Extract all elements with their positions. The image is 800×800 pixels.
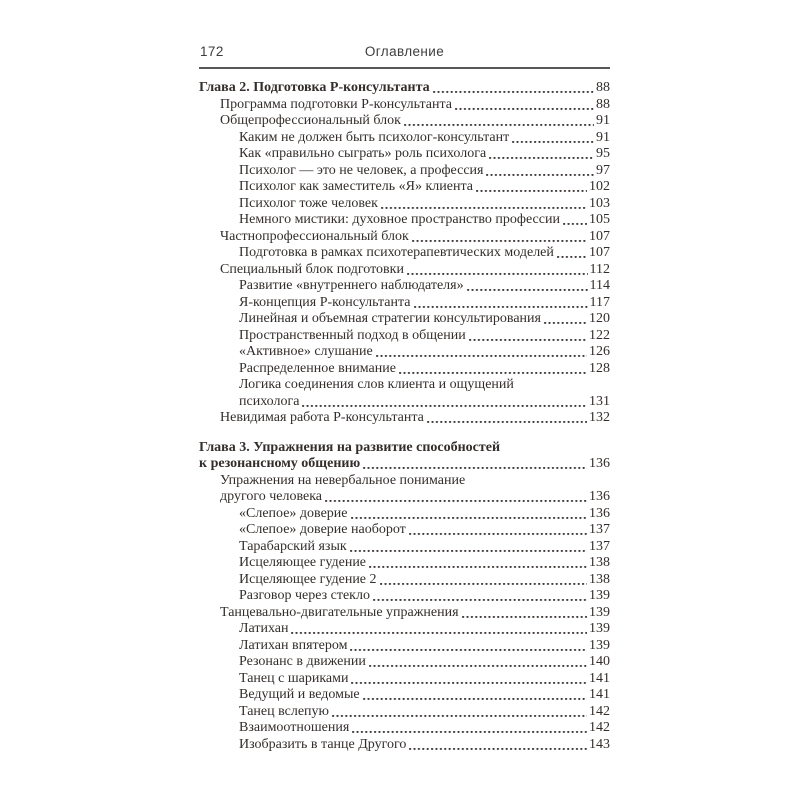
toc-entry-title: «Активное» слушание [239, 344, 373, 359]
dot-leader [381, 196, 587, 213]
toc-entry-line [199, 130, 610, 147]
toc-entry-title: Линейная и объемная стратегии консультирования [239, 311, 541, 326]
toc-entry-line [199, 394, 610, 411]
dot-leader [291, 621, 587, 638]
toc-page-number: 136 [589, 456, 610, 471]
dot-leader [544, 311, 587, 328]
toc-page-number: 141 [589, 687, 610, 702]
dot-leader [363, 687, 587, 704]
toc-page-number: 107 [589, 228, 610, 244]
header-page-number: 172 [200, 44, 224, 59]
dot-leader [409, 522, 587, 539]
toc-page-number: 112 [589, 261, 610, 277]
toc-page-number: 88 [596, 96, 610, 112]
dot-leader [325, 489, 587, 506]
toc-entry-title: Немного мистики: духовное пространство профессии [239, 212, 560, 227]
toc-entry-line [199, 473, 610, 490]
dot-leader [467, 278, 588, 295]
dot-leader [369, 555, 587, 572]
toc-page-number: 120 [589, 311, 610, 326]
toc-entry-line [199, 720, 610, 737]
toc-page-number: 143 [589, 736, 610, 752]
toc-page-number: 95 [596, 146, 610, 161]
toc-entry-line [199, 97, 610, 114]
toc-page-number: 91 [596, 129, 610, 145]
dot-leader [412, 229, 587, 246]
toc-entry-title: Психолог тоже человек [239, 195, 378, 211]
toc-entry-title: Глава 3. Упражнения на развитие способностей [199, 439, 501, 455]
toc-section [199, 440, 610, 754]
toc-entry-line [199, 737, 610, 754]
dot-leader [363, 456, 587, 473]
toc-entry-title: Распределенное внимание [239, 360, 396, 376]
toc-page-number: 138 [589, 555, 610, 570]
dot-leader [350, 539, 587, 556]
toc-page-number: 140 [589, 654, 610, 669]
toc-entry-title: Танец вслепую [239, 703, 330, 719]
dot-leader [414, 295, 588, 312]
toc-entry-line [199, 344, 610, 361]
toc-entry-title: «Слепое» доверие наоборот [239, 522, 406, 537]
toc-page-number: 137 [589, 522, 610, 537]
toc-entry-title: Латихан [239, 621, 289, 636]
toc-entry-line [199, 539, 610, 556]
toc-entry-title: Изобразить в танце Другого [239, 736, 407, 752]
toc-entry-title: Я-концепция Р-консультанта [239, 294, 411, 310]
header-title: Оглавление [364, 44, 445, 59]
toc-page-number: 139 [589, 588, 610, 603]
toc-entry-title: Психолог как заместитель «Я» клиента [239, 179, 473, 194]
toc-entry-line [199, 410, 610, 427]
toc-page-number: 103 [589, 195, 610, 211]
toc-page-number: 139 [589, 637, 610, 653]
dot-leader [369, 654, 587, 671]
dot-leader [433, 80, 594, 97]
toc-entry-line [199, 113, 610, 130]
dot-leader [512, 130, 594, 147]
toc-entry-title: Невидимая работа Р-консультанта [220, 410, 424, 425]
dot-leader [462, 605, 587, 622]
toc-entry-line [199, 80, 610, 97]
toc-entry-line [199, 704, 610, 721]
toc-page-number: 122 [589, 327, 610, 343]
toc-page-number: 117 [589, 294, 610, 310]
toc-page-number: 138 [589, 571, 610, 587]
toc-entry-title: Психолог — это не человек, а профессия [239, 162, 484, 178]
dot-leader [469, 328, 587, 345]
toc-entry-title: Глава 2. Подготовка Р-консультанта [199, 80, 430, 95]
toc-entry-title: Общепрофессиональный блок [220, 113, 401, 128]
toc-entry-line [199, 278, 610, 295]
dot-leader [373, 588, 587, 605]
toc-entry-title: «Слепое» доверие [239, 505, 348, 521]
toc-page-number: 142 [589, 720, 610, 735]
toc-entry-line [199, 687, 610, 704]
toc-entry-line [199, 572, 610, 589]
toc-entry-title: другого человека [220, 489, 323, 504]
toc-entry-line [199, 605, 610, 622]
toc-entry-title: Упражнения на невербальное понимание [220, 472, 466, 488]
dot-leader [380, 572, 587, 589]
toc-entry-line [199, 196, 610, 213]
dot-leader [427, 410, 587, 427]
dot-leader [404, 113, 594, 130]
dot-leader [489, 146, 594, 163]
toc-entry-line [199, 229, 610, 246]
toc-entry-line [199, 262, 610, 279]
toc-page-number: 139 [589, 604, 610, 620]
toc-page-number: 139 [589, 621, 610, 636]
toc-entry-title: Пространственный подход в общении [239, 327, 466, 343]
toc-page-number: 142 [589, 703, 610, 719]
toc-page-number: 132 [589, 410, 610, 425]
toc-entry-title: Специальный блок подготовки [220, 261, 404, 277]
dot-leader [332, 704, 587, 721]
dot-leader [563, 212, 587, 229]
running-header [199, 44, 610, 62]
toc-entry-line [199, 440, 610, 457]
dot-leader [476, 179, 587, 196]
dot-leader [376, 344, 587, 361]
toc-page-number: 91 [596, 113, 610, 128]
toc-page-number: 131 [589, 393, 610, 409]
toc-entry-title: Резонанс в движении [239, 654, 366, 669]
toc-page-number: 128 [589, 360, 610, 376]
toc-entry-line [199, 555, 610, 572]
toc-page-number: 137 [589, 538, 610, 554]
toc-entry-line [199, 654, 610, 671]
toc [199, 80, 610, 753]
dot-leader [455, 97, 594, 114]
dot-leader [302, 394, 587, 411]
toc-section [199, 80, 610, 427]
toc-page-number: 114 [589, 278, 610, 293]
toc-entry-title: Исцеляющее гудение 2 [239, 571, 377, 587]
toc-entry-line [199, 456, 610, 473]
toc-entry-title: Тарабарский язык [239, 538, 347, 554]
toc-entry-line [199, 506, 610, 523]
toc-entry-line [199, 146, 610, 163]
toc-page-number: 107 [589, 245, 610, 260]
toc-entry-line [199, 245, 610, 262]
dot-leader [407, 262, 588, 279]
toc-page-number: 141 [589, 670, 610, 686]
toc-entry-line [199, 621, 610, 638]
dot-leader [486, 163, 594, 180]
toc-entry-title: Латихан впятером [239, 637, 348, 653]
toc-entry-title: Каким не должен быть психолог-консультант [239, 129, 510, 145]
toc-page-number: 97 [596, 162, 610, 178]
toc-entry-line [199, 295, 610, 312]
toc-entry-line [199, 671, 610, 688]
toc-entry-line [199, 522, 610, 539]
toc-entry-title: Танец с шариками [239, 670, 349, 686]
toc-entry-line [199, 179, 610, 196]
dot-leader [350, 638, 587, 655]
dot-leader [351, 506, 588, 523]
toc-page-number: 136 [589, 505, 610, 521]
toc-entry-title: Подготовка в рамках психотерапевтических моделей [239, 245, 554, 260]
toc-entry-title: Взаимоотношения [239, 720, 350, 735]
toc-entry-line [199, 361, 610, 378]
toc-entry-title: Частнопрофессиональный блок [220, 228, 409, 244]
toc-page-number: 88 [596, 80, 610, 95]
toc-entry-line [199, 163, 610, 180]
toc-entry-title: Танцевально-двигательные упражнения [220, 604, 459, 620]
toc-page-number: 105 [589, 212, 610, 227]
toc-page-number: 136 [589, 489, 610, 504]
toc-entry-line [199, 588, 610, 605]
dot-leader [399, 361, 587, 378]
toc-entry-title: Программа подготовки Р-консультанта [220, 96, 452, 112]
dot-leader [557, 245, 587, 262]
toc-entry-title: Логика соединения слов клиента и ощущений [239, 377, 514, 392]
toc-entry-line [199, 638, 610, 655]
dot-leader [351, 671, 587, 688]
toc-entry-title: Ведущий и ведомые [239, 687, 360, 702]
toc-entry-title: к резонансному общению [199, 456, 361, 471]
toc-entry-title: Разговор через стекло [239, 588, 370, 603]
toc-page-number: 102 [589, 179, 610, 194]
header-rule [199, 67, 610, 69]
toc-entry-line [199, 328, 610, 345]
page-content [199, 44, 610, 753]
toc-entry-title: Как «правильно сыграть» роль психолога [239, 146, 487, 161]
toc-entry-line [199, 377, 610, 394]
toc-page-number: 126 [589, 344, 610, 359]
dot-leader [409, 737, 587, 754]
toc-entry-title: Развитие «внутреннего наблюдателя» [239, 278, 464, 293]
toc-entry-line [199, 212, 610, 229]
toc-entry-title: Исцеляющее гудение [239, 555, 367, 570]
toc-entry-line [199, 489, 610, 506]
dot-leader [352, 720, 587, 737]
toc-entry-title: психолога [239, 393, 300, 409]
toc-entry-line [199, 311, 610, 328]
